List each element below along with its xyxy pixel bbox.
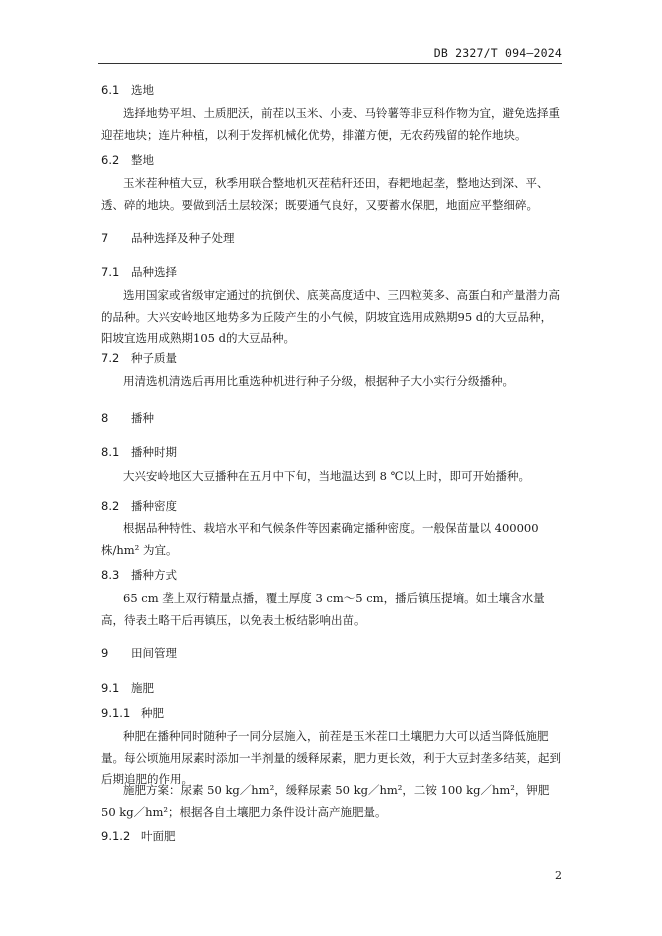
section-heading-6-1: [101, 82, 154, 98]
section-number: 8.2: [101, 499, 120, 513]
document-code-header: DB 2327/T 094—2024: [433, 46, 562, 60]
paragraph-7-1: 选用国家或省级审定通过的抗倒伏、底荚高度适中、三四粒荚多、高蛋白和产量潜力高的品种。大兴安岭地区地势多为丘陵产生的小气候，阴坡宜选用成熟期95 d的大豆品种，阳坡宜选用成熟期105 d的大豆品种。: [101, 288, 560, 345]
paragraph-9-1-1-b: 施肥方案：尿素 50 kg／hm²，缓释尿素 50 kg／hm²，二铵 100 kg／hm²，钾肥 50 kg／hm²；根据各自土壤肥力条件设计高产施肥量。: [101, 783, 550, 819]
chapter-title: 田间管理: [131, 646, 177, 660]
chapter-number: 9: [101, 646, 109, 660]
section-title: 播种时期: [131, 445, 177, 459]
section-number: 9.1: [101, 681, 120, 695]
section-heading-7-2: [101, 350, 177, 366]
section-heading-8-2: [101, 498, 177, 514]
header-rule: [98, 63, 562, 64]
section-number: 8.3: [101, 568, 120, 582]
paragraph-8-3: 65 cm 垄上双行精量点播，覆土厚度 3 cm～5 cm，播后镇压提墒。如土壤含水量高，待表土略干后再镇压，以免表土板结影响出苗。: [101, 591, 545, 627]
section-number: 9.1.2: [101, 829, 131, 843]
section-number: 6.1: [101, 83, 120, 97]
section-heading-6-2: [101, 152, 154, 168]
section-number: 9.1.1: [101, 706, 131, 720]
section-title: 整地: [131, 153, 154, 167]
section-title: 品种选择: [131, 265, 177, 279]
section-heading-7-1: [101, 264, 177, 280]
section-heading-8-3: [101, 567, 177, 583]
section-title: 叶面肥: [141, 829, 176, 843]
paragraph-9-1-1-a: 种肥在播种同时随种子一同分层施入，前茬是玉米茬口土壤肥力大可以适当降低施肥量。每公顷施用尿素时添加一半剂量的缓释尿素，肥力更长效，利于大豆封垄多结荚，起到后期追肥的作用。: [101, 729, 561, 786]
chapter-heading-9: [101, 645, 177, 661]
chapter-number: 7: [101, 231, 109, 245]
chapter-title: 播种: [131, 411, 154, 425]
paragraph-6-2: 玉米茬种植大豆，秋季用联合整地机灭茬秸秆还田，春耙地起垄，整地达到深、平、透、碎的地块。要做到活土层较深；既要通气良好，又要蓄水保肥，地面应平整细碎。: [101, 176, 549, 212]
section-heading-9-1-1: [101, 705, 164, 721]
paragraph-8-1: 大兴安岭地区大豆播种在五月中下旬，当地温达到 8 ℃以上时，即可开始播种。: [123, 469, 530, 483]
section-number: 7.2: [101, 351, 120, 365]
section-heading-8-1: [101, 444, 177, 460]
section-number: 7.1: [101, 265, 120, 279]
section-title: 种肥: [141, 706, 164, 720]
section-number: 8.1: [101, 445, 120, 459]
chapter-heading-7: [101, 230, 235, 246]
page-number: 2: [555, 869, 562, 882]
chapter-number: 8: [101, 411, 109, 425]
section-title: 选地: [131, 83, 154, 97]
section-heading-9-1: [101, 680, 154, 696]
section-heading-9-1-2: [101, 828, 176, 844]
section-title: 播种方式: [131, 568, 177, 582]
paragraph-8-2: 根据品种特性、栽培水平和气候条件等因素确定播种密度。一般保苗量以 400000 株/hm² 为宜。: [101, 521, 539, 557]
section-title: 施肥: [131, 681, 154, 695]
chapter-title: 品种选择及种子处理: [131, 231, 235, 245]
section-title: 播种密度: [131, 499, 177, 513]
chapter-heading-8: [101, 410, 154, 426]
section-title: 种子质量: [131, 351, 177, 365]
paragraph-7-2: 用清选机清选后再用比重选种机进行种子分级，根据种子大小实行分级播种。: [123, 374, 514, 388]
section-number: 6.2: [101, 153, 120, 167]
paragraph-6-1: 选择地势平坦、土质肥沃，前茬以玉米、小麦、马铃薯等非豆科作物为宜，避免选择重迎茬地块；连片种植，以利于发挥机械化优势，排灌方便，无农药残留的轮作地块。: [101, 106, 560, 142]
